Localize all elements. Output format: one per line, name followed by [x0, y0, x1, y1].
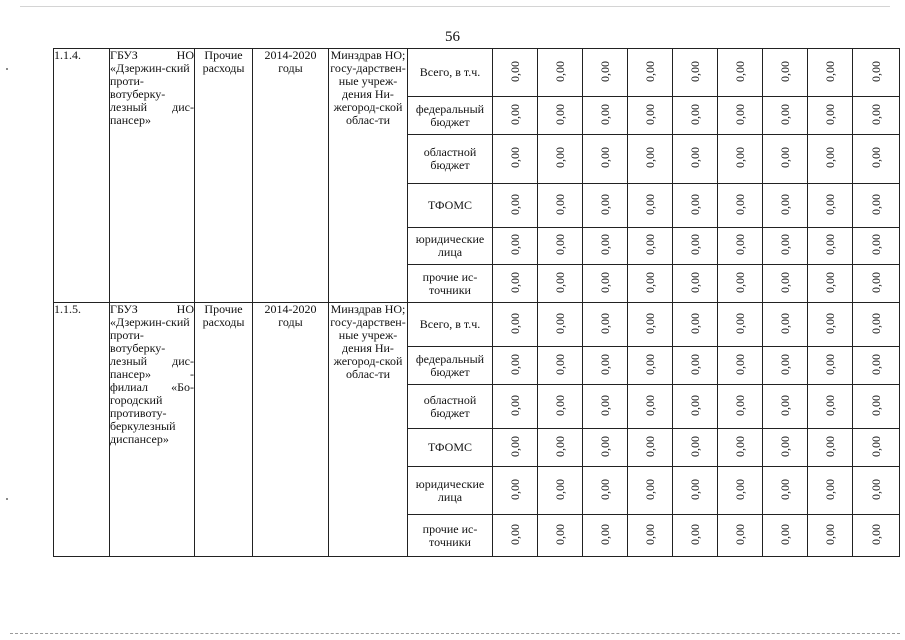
- value-text: 0,00: [869, 523, 883, 545]
- value-text: 0,00: [823, 147, 837, 168]
- value-text: 0,00: [733, 353, 747, 375]
- value-text: 0,00: [643, 271, 657, 293]
- value-cell: [808, 467, 853, 515]
- value-cell: [493, 515, 538, 557]
- value-cell: [763, 385, 808, 429]
- value-cell: [718, 97, 763, 135]
- value-text: 0,00: [553, 193, 567, 215]
- value-text: 0,00: [598, 435, 612, 457]
- value-text: 0,00: [733, 435, 747, 457]
- value-text: 0,00: [778, 103, 792, 125]
- value-text: 0,00: [643, 312, 657, 334]
- value-cell: [808, 385, 853, 429]
- value-cell: [493, 49, 538, 97]
- value-cell: [673, 347, 718, 385]
- value-text: 0,00: [553, 147, 567, 168]
- value-text: 0,00: [688, 435, 702, 457]
- value-text: 0,00: [643, 353, 657, 375]
- value-cell: [808, 303, 853, 347]
- value-cell: [583, 347, 628, 385]
- funding-source: Всего, в т.ч.: [408, 303, 493, 347]
- value-text: 0,00: [688, 193, 702, 215]
- funding-source: областной бюджет: [408, 385, 493, 429]
- value-text: 0,00: [553, 394, 567, 416]
- value-cell: [718, 347, 763, 385]
- value-cell: [763, 228, 808, 265]
- value-text: 0,00: [869, 234, 883, 255]
- funding-source: прочие ис-точники: [408, 265, 493, 303]
- value-cell: [673, 135, 718, 184]
- value-text: 0,00: [823, 234, 837, 255]
- value-cell: [853, 385, 900, 429]
- value-text: 0,00: [778, 394, 792, 416]
- value-cell: [763, 135, 808, 184]
- value-text: 0,00: [643, 435, 657, 457]
- value-text: 0,00: [598, 271, 612, 293]
- value-text: 0,00: [778, 523, 792, 545]
- value-cell: [853, 97, 900, 135]
- value-cell: [628, 49, 673, 97]
- value-text: 0,00: [553, 271, 567, 293]
- value-cell: [538, 97, 583, 135]
- value-cell: [718, 467, 763, 515]
- value-text: 0,00: [598, 394, 612, 416]
- value-cell: [718, 265, 763, 303]
- value-cell: [673, 467, 718, 515]
- value-text: 0,00: [823, 103, 837, 125]
- value-cell: [808, 265, 853, 303]
- value-cell: [673, 228, 718, 265]
- value-text: 0,00: [869, 60, 883, 82]
- value-cell: [583, 303, 628, 347]
- funding-source: федеральный бюджет: [408, 347, 493, 385]
- implementation-period: 2014-2020 годы: [253, 303, 329, 557]
- value-text: 0,00: [643, 103, 657, 125]
- value-cell: [628, 347, 673, 385]
- value-cell: [853, 429, 900, 467]
- value-text: 0,00: [869, 312, 883, 334]
- budget-table: [53, 48, 900, 557]
- value-text: 0,00: [508, 435, 522, 457]
- value-text: 0,00: [778, 435, 792, 457]
- value-text: 0,00: [869, 147, 883, 168]
- value-text: 0,00: [688, 60, 702, 82]
- value-text: 0,00: [643, 394, 657, 416]
- value-cell: [718, 385, 763, 429]
- value-cell: [718, 429, 763, 467]
- value-text: 0,00: [598, 523, 612, 545]
- funding-source: юридические лица: [408, 228, 493, 265]
- value-cell: [763, 515, 808, 557]
- value-text: 0,00: [733, 193, 747, 215]
- value-cell: [763, 49, 808, 97]
- value-text: 0,00: [598, 478, 612, 500]
- funding-source: областной бюджет: [408, 135, 493, 184]
- value-cell: [493, 385, 538, 429]
- value-text: 0,00: [643, 478, 657, 500]
- value-cell: [808, 429, 853, 467]
- value-cell: [628, 385, 673, 429]
- value-cell: [718, 49, 763, 97]
- value-cell: [853, 467, 900, 515]
- value-text: 0,00: [778, 478, 792, 500]
- value-text: 0,00: [553, 435, 567, 457]
- value-cell: [538, 303, 583, 347]
- value-cell: [493, 429, 538, 467]
- value-text: 0,00: [778, 271, 792, 293]
- value-cell: [538, 347, 583, 385]
- value-cell: [538, 265, 583, 303]
- value-cell: [808, 228, 853, 265]
- value-cell: [808, 515, 853, 557]
- value-text: 0,00: [869, 478, 883, 500]
- responsible-executor: Минздрав НО; госу-дарствен-ные учреж-дения Ни-жегород-ской облас-ти: [329, 303, 408, 557]
- value-cell: [628, 97, 673, 135]
- value-cell: [718, 228, 763, 265]
- value-cell: [583, 97, 628, 135]
- value-cell: [673, 429, 718, 467]
- scan-artifact-line: [10, 633, 900, 634]
- value-text: 0,00: [643, 193, 657, 215]
- value-text: 0,00: [508, 353, 522, 375]
- value-cell: [718, 135, 763, 184]
- value-cell: [493, 228, 538, 265]
- value-text: 0,00: [869, 271, 883, 293]
- value-text: 0,00: [733, 147, 747, 168]
- value-cell: [538, 515, 583, 557]
- value-text: 0,00: [823, 435, 837, 457]
- value-cell: [583, 135, 628, 184]
- value-cell: [493, 97, 538, 135]
- value-cell: [493, 303, 538, 347]
- value-text: 0,00: [508, 234, 522, 255]
- value-text: 0,00: [553, 353, 567, 375]
- value-cell: [493, 467, 538, 515]
- value-text: 0,00: [643, 523, 657, 545]
- value-text: 0,00: [508, 523, 522, 545]
- value-text: 0,00: [643, 60, 657, 82]
- value-cell: [673, 515, 718, 557]
- funding-source: ТФОМС: [408, 429, 493, 467]
- value-text: 0,00: [688, 353, 702, 375]
- value-cell: [628, 135, 673, 184]
- value-cell: [853, 347, 900, 385]
- value-text: 0,00: [688, 234, 702, 255]
- value-text: 0,00: [778, 193, 792, 215]
- value-cell: [808, 97, 853, 135]
- value-cell: [853, 265, 900, 303]
- value-text: 0,00: [598, 234, 612, 255]
- organization-name: ГБУЗ НО «Дзержин-ский проти-вотуберку-лезный дис-пансер» - филиал «Бо-городский противоту-беркулезный диспансер»: [110, 303, 195, 557]
- funding-source: ТФОМС: [408, 184, 493, 228]
- value-text: 0,00: [733, 60, 747, 82]
- funding-source: федеральный бюджет: [408, 97, 493, 135]
- value-text: 0,00: [869, 394, 883, 416]
- value-text: 0,00: [733, 523, 747, 545]
- value-cell: [853, 184, 900, 228]
- expense-type: Прочие расходы: [195, 49, 253, 303]
- value-text: 0,00: [823, 60, 837, 82]
- value-cell: [853, 228, 900, 265]
- value-text: 0,00: [869, 103, 883, 125]
- table-row: [54, 49, 900, 97]
- value-cell: [808, 49, 853, 97]
- implementation-period: 2014-2020 годы: [253, 49, 329, 303]
- value-text: 0,00: [598, 312, 612, 334]
- value-cell: [628, 467, 673, 515]
- value-text: 0,00: [688, 478, 702, 500]
- value-text: 0,00: [598, 193, 612, 215]
- funding-source: прочие ис-точники: [408, 515, 493, 557]
- value-cell: [853, 135, 900, 184]
- expense-type: Прочие расходы: [195, 303, 253, 557]
- value-cell: [673, 265, 718, 303]
- value-text: 0,00: [733, 312, 747, 334]
- value-cell: [718, 303, 763, 347]
- scan-artifact-dot: [6, 68, 8, 70]
- value-cell: [718, 515, 763, 557]
- value-text: 0,00: [508, 271, 522, 293]
- value-text: 0,00: [869, 435, 883, 457]
- value-text: 0,00: [598, 147, 612, 168]
- responsible-executor: Минздрав НО; госу-дарствен-ные учреж-дения Ни-жегород-ской облас-ти: [329, 49, 408, 303]
- organization-name: ГБУЗ НО «Дзержин-ский проти-вотуберку-лезный дис-пансер»: [110, 49, 195, 303]
- value-cell: [628, 515, 673, 557]
- value-cell: [853, 303, 900, 347]
- value-text: 0,00: [869, 353, 883, 375]
- value-text: 0,00: [553, 478, 567, 500]
- value-text: 0,00: [643, 147, 657, 168]
- value-cell: [538, 385, 583, 429]
- value-text: 0,00: [553, 234, 567, 255]
- value-text: 0,00: [553, 312, 567, 334]
- value-text: 0,00: [733, 271, 747, 293]
- value-text: 0,00: [733, 394, 747, 416]
- value-cell: [673, 97, 718, 135]
- value-text: 0,00: [823, 193, 837, 215]
- value-cell: [628, 184, 673, 228]
- table-row: [54, 303, 900, 347]
- value-cell: [538, 228, 583, 265]
- value-text: 0,00: [778, 147, 792, 168]
- value-cell: [673, 49, 718, 97]
- value-cell: [673, 385, 718, 429]
- value-cell: [583, 429, 628, 467]
- value-cell: [808, 184, 853, 228]
- value-text: 0,00: [823, 353, 837, 375]
- value-text: 0,00: [508, 193, 522, 215]
- value-cell: [763, 265, 808, 303]
- value-cell: [808, 135, 853, 184]
- value-cell: [538, 184, 583, 228]
- item-number: 1.1.4.: [54, 49, 110, 303]
- value-text: 0,00: [688, 147, 702, 168]
- value-text: 0,00: [643, 234, 657, 255]
- value-cell: [628, 429, 673, 467]
- value-cell: [583, 385, 628, 429]
- value-cell: [538, 49, 583, 97]
- value-text: 0,00: [688, 103, 702, 125]
- value-text: 0,00: [778, 60, 792, 82]
- value-cell: [853, 49, 900, 97]
- value-cell: [493, 184, 538, 228]
- value-text: 0,00: [778, 312, 792, 334]
- value-text: 0,00: [823, 523, 837, 545]
- value-text: 0,00: [508, 312, 522, 334]
- value-cell: [583, 467, 628, 515]
- funding-source: юридические лица: [408, 467, 493, 515]
- value-text: 0,00: [598, 103, 612, 125]
- value-cell: [718, 184, 763, 228]
- value-cell: [538, 467, 583, 515]
- value-cell: [493, 347, 538, 385]
- value-text: 0,00: [508, 394, 522, 416]
- value-text: 0,00: [688, 271, 702, 293]
- page-top-border: [20, 6, 890, 7]
- scan-artifact-dot: [6, 498, 8, 500]
- value-cell: [583, 184, 628, 228]
- value-text: 0,00: [508, 478, 522, 500]
- value-cell: [673, 303, 718, 347]
- value-text: 0,00: [598, 60, 612, 82]
- value-cell: [628, 228, 673, 265]
- value-cell: [583, 515, 628, 557]
- item-number: 1.1.5.: [54, 303, 110, 557]
- page-number: 56: [445, 29, 460, 45]
- value-text: 0,00: [598, 353, 612, 375]
- value-cell: [673, 184, 718, 228]
- value-cell: [493, 135, 538, 184]
- value-text: 0,00: [508, 103, 522, 125]
- value-cell: [763, 467, 808, 515]
- value-text: 0,00: [823, 271, 837, 293]
- value-text: 0,00: [823, 312, 837, 334]
- value-text: 0,00: [688, 312, 702, 334]
- value-text: 0,00: [733, 478, 747, 500]
- value-text: 0,00: [778, 353, 792, 375]
- value-cell: [763, 429, 808, 467]
- value-cell: [493, 265, 538, 303]
- value-cell: [583, 49, 628, 97]
- value-text: 0,00: [553, 103, 567, 125]
- value-text: 0,00: [508, 147, 522, 168]
- value-text: 0,00: [869, 193, 883, 215]
- value-cell: [538, 135, 583, 184]
- value-text: 0,00: [733, 234, 747, 255]
- value-cell: [583, 265, 628, 303]
- funding-source: Всего, в т.ч.: [408, 49, 493, 97]
- value-cell: [763, 184, 808, 228]
- value-cell: [853, 515, 900, 557]
- value-text: 0,00: [778, 234, 792, 255]
- value-text: 0,00: [553, 60, 567, 82]
- value-cell: [763, 303, 808, 347]
- value-cell: [808, 347, 853, 385]
- value-cell: [628, 265, 673, 303]
- value-text: 0,00: [688, 394, 702, 416]
- value-text: 0,00: [733, 103, 747, 125]
- value-cell: [628, 303, 673, 347]
- value-cell: [763, 97, 808, 135]
- value-text: 0,00: [823, 478, 837, 500]
- value-cell: [538, 429, 583, 467]
- value-text: 0,00: [688, 523, 702, 545]
- value-cell: [763, 347, 808, 385]
- value-text: 0,00: [553, 523, 567, 545]
- value-text: 0,00: [508, 60, 522, 82]
- value-cell: [583, 228, 628, 265]
- value-text: 0,00: [823, 394, 837, 416]
